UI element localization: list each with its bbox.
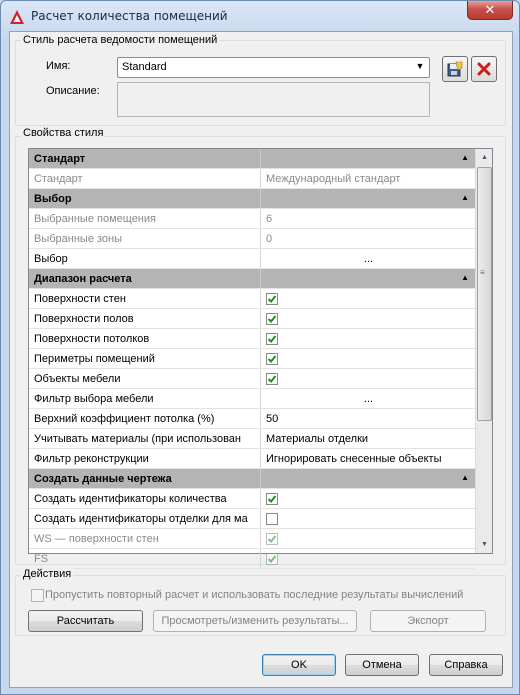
property-value[interactable] xyxy=(262,409,475,428)
description-field[interactable] xyxy=(117,82,430,117)
property-value-text: ... xyxy=(363,253,374,265)
property-checkbox[interactable] xyxy=(266,493,278,505)
grid-property-row[interactable] xyxy=(29,549,475,569)
close-button[interactable] xyxy=(467,1,513,20)
property-value-text: 0 xyxy=(266,233,273,245)
name-label: Имя: xyxy=(46,60,71,72)
property-name xyxy=(29,469,261,488)
property-name-text: Верхний коэффициент потолка (%) xyxy=(34,413,215,425)
property-name xyxy=(29,289,261,308)
property-name-text: Создать идентификаторы количества xyxy=(34,493,227,505)
property-value[interactable] xyxy=(262,429,475,448)
help-button[interactable] xyxy=(429,654,503,676)
property-name xyxy=(29,549,261,568)
chevron-down-icon: ▼ xyxy=(415,61,425,71)
property-name-text: Фильтр выбора мебели xyxy=(34,393,154,405)
grid-property-row[interactable] xyxy=(29,289,475,309)
property-name xyxy=(29,169,261,188)
close-icon: ✕ xyxy=(484,2,496,17)
collapse-icon[interactable]: ▲ xyxy=(461,193,469,202)
grid-property-row[interactable] xyxy=(29,369,475,389)
property-name xyxy=(29,409,261,428)
grip-icon: ≡ xyxy=(480,268,485,277)
property-name-text: Выбор xyxy=(34,193,72,205)
property-name-text: Поверхности потолков xyxy=(34,333,150,345)
property-value-text: ... xyxy=(363,393,374,405)
property-value[interactable] xyxy=(262,309,475,328)
property-value-text: Материалы отделки xyxy=(266,433,369,445)
property-value[interactable] xyxy=(262,289,475,308)
property-name-text: FS xyxy=(34,553,49,565)
property-name xyxy=(29,429,261,448)
style-group-label: Стиль расчета ведомости помещений xyxy=(23,34,218,46)
delete-style-icon xyxy=(477,62,491,79)
property-name-text: Фильтр реконструкции xyxy=(34,453,149,465)
property-checkbox[interactable] xyxy=(266,373,278,385)
property-value[interactable] xyxy=(262,369,475,388)
property-name xyxy=(29,489,261,508)
grid-property-row[interactable] xyxy=(29,329,475,349)
description-label: Описание: xyxy=(46,85,100,97)
property-checkbox[interactable] xyxy=(266,513,278,525)
grid-property-row[interactable] xyxy=(29,529,475,549)
property-name-text: Поверхности стен xyxy=(34,293,126,305)
property-name-text: Создать данные чертежа xyxy=(34,473,172,485)
property-value[interactable] xyxy=(262,549,475,568)
property-name-text: Стандарт xyxy=(34,153,86,165)
property-value xyxy=(262,189,475,208)
property-value[interactable] xyxy=(262,349,475,368)
collapse-icon[interactable]: ▲ xyxy=(461,473,469,482)
property-value[interactable] xyxy=(262,329,475,348)
window-title: Расчет количества помещений xyxy=(31,9,228,23)
properties-group-label: Свойства стиля xyxy=(23,127,104,139)
property-name-text: Выбор xyxy=(34,253,68,265)
export-button[interactable] xyxy=(370,610,486,632)
property-name xyxy=(29,209,261,228)
grid-property-row[interactable] xyxy=(29,169,475,189)
style-name-value: Standard xyxy=(122,61,167,73)
property-name-text: Выбранные помещения xyxy=(34,213,156,225)
property-name-text: Поверхности полов xyxy=(34,313,134,325)
property-value[interactable] xyxy=(262,509,475,528)
delete-style-button[interactable] xyxy=(471,56,497,82)
property-value-text: Игнорировать снесенные объекты xyxy=(266,453,442,465)
property-value xyxy=(262,269,475,288)
property-checkbox xyxy=(266,533,278,545)
collapse-icon[interactable]: ▲ xyxy=(461,273,469,282)
property-value-text: Международный стандарт xyxy=(266,173,401,185)
property-checkbox[interactable] xyxy=(266,293,278,305)
grid-section-row[interactable] xyxy=(29,189,475,209)
property-name xyxy=(29,349,261,368)
property-checkbox[interactable] xyxy=(266,333,278,345)
property-value xyxy=(262,149,475,168)
property-value[interactable] xyxy=(262,249,475,268)
property-name-text: WS — поверхности стен xyxy=(34,533,159,545)
property-name-text: Объекты мебели xyxy=(34,373,121,385)
property-name xyxy=(29,149,261,168)
grid-property-row[interactable] xyxy=(29,349,475,369)
property-name xyxy=(29,449,261,468)
grid-property-row[interactable] xyxy=(29,249,475,269)
scroll-down-icon[interactable]: ▼ xyxy=(481,541,488,548)
properties-grid xyxy=(28,148,493,565)
grid-property-row[interactable] xyxy=(29,449,475,469)
style-name-select[interactable] xyxy=(117,57,430,78)
property-name-text: Выбранные зоны xyxy=(34,233,123,245)
save-style-button[interactable] xyxy=(442,56,468,82)
vertical-scrollbar[interactable] xyxy=(475,149,492,553)
property-name xyxy=(29,309,261,328)
property-name xyxy=(29,369,261,388)
actions-group-label: Действия xyxy=(23,568,72,580)
app-icon xyxy=(9,9,25,25)
scroll-up-icon[interactable]: ▲ xyxy=(481,154,488,161)
property-name-text: Стандарт xyxy=(34,173,83,185)
property-checkbox[interactable] xyxy=(266,313,278,325)
grid-section-row[interactable] xyxy=(29,149,475,169)
property-checkbox xyxy=(266,553,278,565)
property-value xyxy=(262,169,475,188)
cancel-label: Отмена xyxy=(362,659,402,671)
grid-section-row[interactable] xyxy=(29,269,475,289)
ok-label: OK xyxy=(291,659,307,671)
property-value-text: 6 xyxy=(266,213,273,225)
property-value[interactable] xyxy=(262,449,475,468)
view-results-label: Просмотреть/изменить результаты... xyxy=(161,615,349,627)
export-label: Экспорт xyxy=(407,615,449,627)
calculate-label: Рассчитать xyxy=(56,615,115,627)
calculate-button[interactable] xyxy=(28,610,143,632)
property-name xyxy=(29,189,261,208)
grid-property-row[interactable] xyxy=(29,409,475,429)
property-value[interactable] xyxy=(262,389,475,408)
help-label: Справка xyxy=(444,659,488,671)
property-name xyxy=(29,329,261,348)
grid-property-row[interactable] xyxy=(29,229,475,249)
property-checkbox[interactable] xyxy=(266,353,278,365)
grid-property-row[interactable] xyxy=(29,389,475,409)
property-value xyxy=(262,469,475,488)
property-name xyxy=(29,509,261,528)
property-name-text: Диапазон расчета xyxy=(34,273,132,285)
property-value xyxy=(262,209,475,228)
property-name xyxy=(29,269,261,288)
property-value[interactable] xyxy=(262,489,475,508)
scrollbar-thumb[interactable] xyxy=(477,167,492,421)
view-results-button[interactable] xyxy=(153,610,357,632)
grid-property-row[interactable] xyxy=(29,509,475,529)
save-style-icon xyxy=(447,61,463,80)
title-bar xyxy=(1,1,519,31)
grid-property-row[interactable] xyxy=(29,429,475,449)
property-value[interactable] xyxy=(262,529,475,548)
property-value xyxy=(262,229,475,248)
grid-property-row[interactable] xyxy=(29,489,475,509)
property-name xyxy=(29,529,261,548)
collapse-icon[interactable]: ▲ xyxy=(461,153,469,162)
property-value-text: 50 xyxy=(266,413,279,425)
property-name-text: Периметры помещений xyxy=(34,353,155,365)
cancel-button[interactable] xyxy=(345,654,419,676)
property-name xyxy=(29,249,261,268)
grid-property-row[interactable] xyxy=(29,309,475,329)
grid-section-row[interactable] xyxy=(29,469,475,489)
grid-property-row[interactable] xyxy=(29,209,475,229)
ok-button[interactable] xyxy=(262,654,336,676)
property-name xyxy=(29,229,261,248)
property-name-text: Создать идентификаторы отделки для ма xyxy=(34,513,248,525)
skip-recalc-checkbox[interactable] xyxy=(31,589,44,602)
property-name xyxy=(29,389,261,408)
property-name-text: Учитывать материалы (при использован xyxy=(34,433,241,445)
skip-recalc-label: Пропустить повторный расчет и использовать последние результаты вычислений xyxy=(45,589,464,601)
dialog-client xyxy=(9,31,513,688)
